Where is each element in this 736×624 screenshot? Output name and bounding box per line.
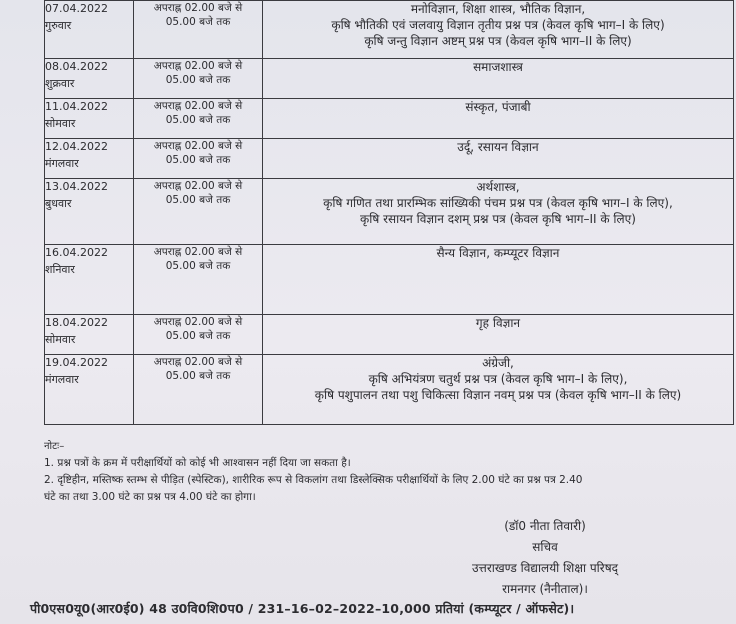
schedule-row <box>45 99 734 139</box>
exam-time: अपराह्न 02.00 बजे से <box>153 140 243 152</box>
time-cell <box>134 1 263 59</box>
subject-line: कृषि रसायन विज्ञान दशम् प्रश्न पत्र (केवल कृषि भाग–II के लिए) <box>360 212 636 226</box>
exam-time: 05.00 बजे तक <box>165 370 231 382</box>
subject-cell <box>263 315 734 355</box>
subject-cell <box>263 139 734 179</box>
exam-time: अपराह्न 02.00 बजे से <box>153 180 243 192</box>
exam-date: 07.04.2022 <box>45 2 108 15</box>
signature-block <box>430 516 660 600</box>
exam-day: बुधवार <box>45 197 72 210</box>
exam-date: 11.04.2022 <box>45 100 108 113</box>
exam-day: मंगलवार <box>45 157 79 170</box>
date-cell <box>45 139 134 179</box>
time-cell <box>134 59 263 99</box>
exam-day: शुक्रवार <box>45 77 75 90</box>
subject-line: समाजशास्त्र <box>473 60 523 74</box>
notes-title: नोटः– <box>44 441 65 452</box>
exam-day: शनिवार <box>45 263 75 276</box>
exam-day: सोमवार <box>45 333 76 346</box>
date-cell <box>45 315 134 355</box>
time-cell <box>134 355 263 425</box>
exam-time: 05.00 बजे तक <box>165 16 231 28</box>
subject-cell <box>263 245 734 315</box>
subject-line: कृषि जन्तु विज्ञान अष्टम् प्रश्न पत्र (केवल कृषि भाग–II के लिए) <box>364 34 632 48</box>
exam-day: गुरुवार <box>45 19 72 32</box>
exam-date: 19.04.2022 <box>45 356 108 369</box>
note-item: घंटे का तथा 3.00 घंटे का प्रश्न पत्र 4.00 घंटे का होगा। <box>44 491 256 503</box>
time-cell <box>134 99 263 139</box>
exam-time: 05.00 बजे तक <box>165 154 231 166</box>
schedule-row <box>45 245 734 315</box>
signatory-name: (डॉ0 नीता तिवारी) <box>504 519 586 533</box>
exam-time: अपराह्न 02.00 बजे से <box>153 356 243 368</box>
signatory-organization: उत्तराखण्ड विद्यालयी शिक्षा परिषद् <box>471 561 619 575</box>
exam-time: 05.00 बजे तक <box>165 330 231 342</box>
signatory-designation: सचिव <box>532 540 558 554</box>
subject-cell <box>263 1 734 59</box>
exam-time: 05.00 बजे तक <box>165 114 231 126</box>
subject-line: कृषि पशुपालन तथा पशु चिकित्सा विज्ञान नवम् प्रश्न पत्र (केवल कृषि भाग–II के लिए) <box>314 388 682 402</box>
exam-time: अपराह्न 02.00 बजे से <box>153 60 243 72</box>
exam-day: सोमवार <box>45 117 76 130</box>
subject-line: कृषि भौतिकी एवं जलवायु विज्ञान तृतीय प्रश्न पत्र (केवल कृषि भाग–I के लिए) <box>331 18 665 32</box>
subject-line: गृह विज्ञान <box>475 316 521 330</box>
subject-line: उर्दू, रसायन विज्ञान <box>457 140 539 154</box>
date-cell <box>45 245 134 315</box>
exam-time: 05.00 बजे तक <box>165 260 231 272</box>
subject-line: मनोविज्ञान, शिक्षा शास्त्र, भौतिक विज्ञान, <box>410 2 586 16</box>
signatory-place: रामनगर (नैनीताल)। <box>502 582 588 596</box>
subject-line: सैन्य विज्ञान, कम्प्यूटर विज्ञान <box>436 246 560 260</box>
subject-cell <box>263 59 734 99</box>
subject-line: संस्कृत, पंजाबी <box>465 100 531 114</box>
subject-cell <box>263 99 734 139</box>
exam-time: 05.00 बजे तक <box>165 194 231 206</box>
note-item: 2. दृष्टिहीन, मस्तिष्क स्तम्भ से पीड़ित (स्पेस्टिक), शारीरिक रूप से विकलांग तथा डिस्लेक्सिक परीक्षार्थियों के लिए 2.00 घंटे का प्रश्न पत्र 2.40 <box>44 474 583 486</box>
time-cell <box>134 315 263 355</box>
time-cell <box>134 139 263 179</box>
subject-cell <box>263 179 734 245</box>
exam-schedule-table <box>44 0 734 425</box>
exam-date: 18.04.2022 <box>45 316 108 329</box>
exam-day: मंगलवार <box>45 373 79 386</box>
subject-cell <box>263 355 734 425</box>
schedule-row <box>45 179 734 245</box>
notes-section <box>44 438 734 506</box>
subject-line: कृषि गणित तथा प्रारम्भिक सांख्यिकी पंचम प्रश्न पत्र (केवल कृषि भाग–I के लिए), <box>323 196 673 210</box>
date-cell <box>45 59 134 99</box>
schedule-row <box>45 315 734 355</box>
date-cell <box>45 179 134 245</box>
exam-date: 13.04.2022 <box>45 180 108 193</box>
exam-date: 12.04.2022 <box>45 140 108 153</box>
exam-time: अपराह्न 02.00 बजे से <box>153 100 243 112</box>
schedule-row <box>45 355 734 425</box>
exam-time: अपराह्न 02.00 बजे से <box>153 246 243 258</box>
date-cell <box>45 1 134 59</box>
note-item: 1. प्रश्न पत्रों के क्रम में परीक्षार्थियों को कोई भी आश्वासन नहीं दिया जा सकता है। <box>44 457 351 469</box>
date-cell <box>45 99 134 139</box>
schedule-row <box>45 59 734 99</box>
schedule-row <box>45 139 734 179</box>
date-cell <box>45 355 134 425</box>
subject-line: अर्थशास्त्र, <box>476 180 520 194</box>
time-cell <box>134 245 263 315</box>
exam-date: 16.04.2022 <box>45 246 108 259</box>
time-cell <box>134 179 263 245</box>
subject-line: अंग्रेजी, <box>482 356 514 370</box>
exam-date: 08.04.2022 <box>45 60 108 73</box>
exam-time: 05.00 बजे तक <box>165 74 231 86</box>
print-footer: पी0एस0यू0(आर0ई0) 48 उ0वि0शि0प0 / 231–16–02–2022–10,000 प्रतियां (कम्प्यूटर / ऑफसेट)। <box>30 601 575 616</box>
exam-time: अपराह्न 02.00 बजे से <box>153 2 243 14</box>
schedule-row <box>45 1 734 59</box>
subject-line: कृषि अभियंत्रण चतुर्थ प्रश्न पत्र (केवल कृषि भाग–I के लिए), <box>368 372 628 386</box>
exam-time: अपराह्न 02.00 बजे से <box>153 316 243 328</box>
